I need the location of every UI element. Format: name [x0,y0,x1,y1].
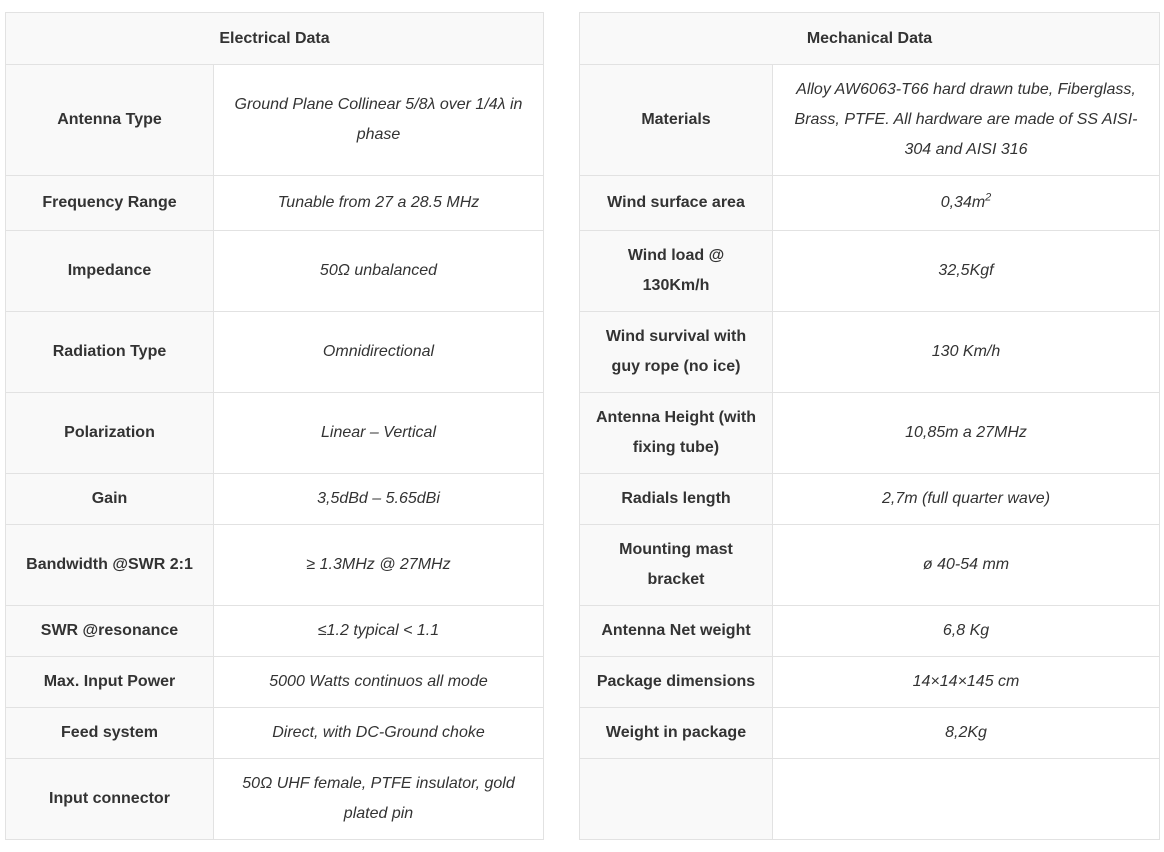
table-row [580,312,1160,393]
row-value: 32,5Kgf [773,231,1160,312]
row-value: Alloy AW6063-T66 hard drawn tube, Fiberglass, Brass, PTFE. All hardware are made of SS AISI-304 and AISI 316 [773,65,1160,176]
empty-cell [580,759,773,840]
row-label: Antenna Height (with fixing tube) [580,393,773,474]
row-label: Package dimensions [580,657,773,708]
row-label: SWR @resonance [6,606,214,657]
row-label: Mounting mast bracket [580,525,773,606]
row-value: ≤1.2 typical < 1.1 [214,606,544,657]
row-label: Radiation Type [6,312,214,393]
row-value: 14×14×145 cm [773,657,1160,708]
table-row [580,176,1160,231]
table-row [6,474,544,525]
row-label: Feed system [6,708,214,759]
row-label: Input connector [6,759,214,840]
table-row [580,474,1160,525]
row-label: Weight in package [580,708,773,759]
mechanical-data-table [579,12,1160,840]
table-row [6,759,544,840]
row-label: Impedance [6,231,214,312]
row-label: Bandwidth @SWR 2:1 [6,525,214,606]
mechanical-data-header: Mechanical Data [580,13,1160,65]
row-value: 2,7m (full quarter wave) [773,474,1160,525]
row-label: Wind survival with guy rope (no ice) [580,312,773,393]
superscript: 2 [985,191,992,204]
table-row [6,525,544,606]
row-label: Max. Input Power [6,657,214,708]
table-row [580,606,1160,657]
row-label: Antenna Type [6,65,214,176]
row-value: 5000 Watts continuos all mode [214,657,544,708]
row-value: Ground Plane Collinear 5/8λ over 1/4λ in phase [214,65,544,176]
row-value: 50Ω unbalanced [214,231,544,312]
row-value: ø 40-54 mm [773,525,1160,606]
table-row [580,708,1160,759]
table-row [6,231,544,312]
row-value: ≥ 1.3MHz @ 27MHz [214,525,544,606]
table-row [580,393,1160,474]
row-label: Polarization [6,393,214,474]
table-row [580,759,1160,840]
table-row [6,312,544,393]
row-value: Direct, with DC-Ground choke [214,708,544,759]
row-label: Frequency Range [6,176,214,231]
table-row [580,231,1160,312]
table-row [6,708,544,759]
table-row [580,65,1160,176]
row-label: Wind load @ 130Km/h [580,231,773,312]
row-label: Wind surface area [580,176,773,231]
table-row [6,393,544,474]
row-value: 6,8 Kg [773,606,1160,657]
wind-area-value: 0,34m [940,194,986,211]
empty-cell [773,759,1160,840]
row-label: Radials length [580,474,773,525]
row-label: Materials [580,65,773,176]
table-row [6,657,544,708]
row-value: Tunable from 27 a 28.5 MHz [214,176,544,231]
row-value [773,176,1160,231]
table-row [6,65,544,176]
table-row [580,657,1160,708]
row-value: Linear – Vertical [214,393,544,474]
row-value: 50Ω UHF female, PTFE insulator, gold plated pin [214,759,544,840]
electrical-data-header: Electrical Data [6,13,544,65]
row-label: Antenna Net weight [580,606,773,657]
row-label: Gain [6,474,214,525]
row-value: 8,2Kg [773,708,1160,759]
table-row [580,525,1160,606]
row-value: 130 Km/h [773,312,1160,393]
row-value: Omnidirectional [214,312,544,393]
table-row [6,606,544,657]
table-row [6,176,544,231]
row-value: 3,5dBd – 5.65dBi [214,474,544,525]
row-value: 10,85m a 27MHz [773,393,1160,474]
electrical-data-table [5,12,544,840]
